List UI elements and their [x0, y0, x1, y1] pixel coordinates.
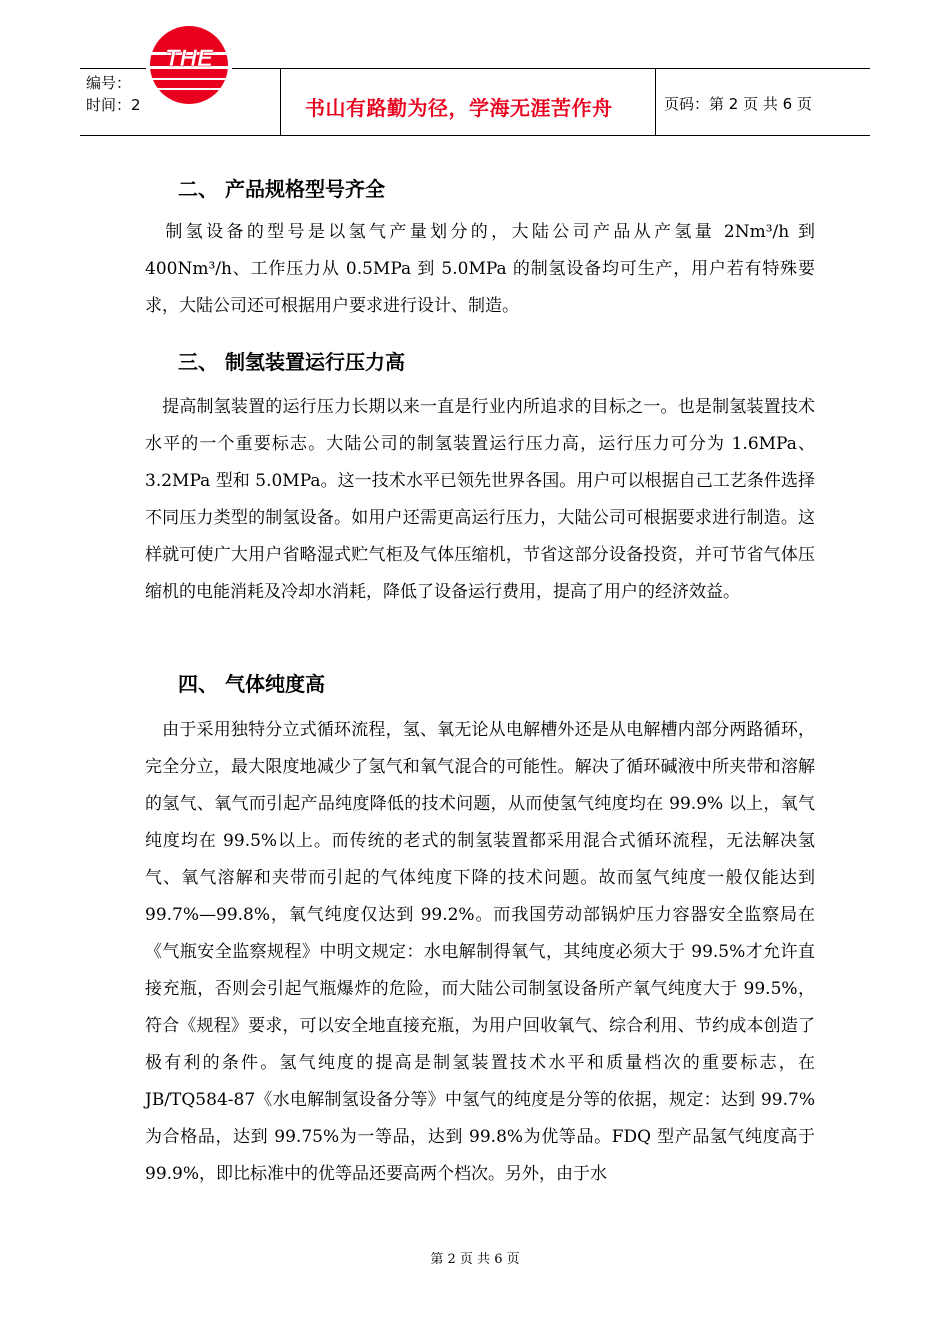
doc-time-label: 时间：2 [86, 96, 141, 114]
header-bottom-rule [80, 135, 870, 136]
section-heading: 三、 制氢装置运行压力高 [178, 350, 405, 374]
header-divider-left [280, 68, 281, 136]
section-heading: 四、 气体纯度高 [178, 672, 325, 696]
section-paragraph: 提高制氢装置的运行压力长期以来一直是行业内所追求的目标之一。也是制氢装置技术水平的一个重要标志。大陆公司的制氢装置运行压力高，运行压力可分为 1.6MPa、3.2MPa 型和 5.0MPa。这一技术水平已领先世界各国。用户可以根据自己工艺条件选择不同压力类型的制氢设备。如用户还需更高运行压力，大陆公司可根据要求进行制造。这样就可使广大用户省略湿式贮气柜及气体压缩机，节省这部分设备投资，并可节省气体压缩机的电能消耗及冷却水消耗，降低了设备运行费用，提高了用户的经济效益。 [145, 397, 815, 602]
page-header [0, 0, 950, 140]
page-footer: 第 2 页 共 6 页 [430, 1252, 520, 1267]
company-logo [146, 22, 232, 108]
header-divider-right [655, 68, 656, 136]
section-heading: 二、 产品规格型号齐全 [178, 177, 385, 201]
doc-number-label: 编号： [86, 74, 132, 92]
header-motto: 书山有路勤为径，学海无涯苦作舟 [305, 96, 613, 120]
header-page-code: 页码：第 2 页 共 6 页 [664, 95, 812, 113]
logo-lettering: THE [165, 45, 213, 72]
section-paragraph: 由于采用独特分立式循环流程，氢、氧无论从电解槽外还是从电解槽内部分两路循环，完全分立，最大限度地减少了氢气和氧气混合的可能性。解决了循环碱液中所夹带和溶解的氢气、氧气而引起产品纯度降低的技术问题，从而使氢气纯度均在 99.9% 以上，氧气纯度均在 99.5%以上。而传统的老式的制氢装置都采用混合式循环流程，无法解决氢气、氧气溶解和夹带而引起的气体纯度下降的技术问题。故而氢气纯度一般仅能达到 99.7%—99.8%，氧气纯度仅达到 99.2%。而我国劳动部锅炉压力容器安全监察局在《气瓶安全监察规程》中明文规定：水电解制得氧气，其纯度必须大于 99.5%才允许直接充瓶，否则会引起气瓶爆炸的危险，而大陆公司制氢设备所产氧气纯度大于 99.5%，符合《规程》要求，可以安全地直接充瓶，为用户回收氧气、综合利用、节约成本创造了极有利的条件。氢气纯度的提高是制氢装置技术水平和质量档次的重要标志，在 JB/TQ584-87《水电解制氢设备分等》中氢气的纯度是分等的依据，规定：达到 99.7%为合格品，达到 99.75%为一等品，达到 99.8%为优等品。FDQ 型产品氢气纯度高于 99.9%，即比标准中的优等品还要高两个档次。另外，由于水 [145, 720, 815, 1184]
section-paragraph: 制氢设备的型号是以氢气产量划分的，大陆公司产品从产氢量 2Nm³/h 到 400Nm³/h、工作压力从 0.5MPa 到 5.0MPa 的制氢设备均可生产，用户若有特殊要求，大陆公司还可根据用户要求进行设计、制造。 [145, 222, 815, 316]
